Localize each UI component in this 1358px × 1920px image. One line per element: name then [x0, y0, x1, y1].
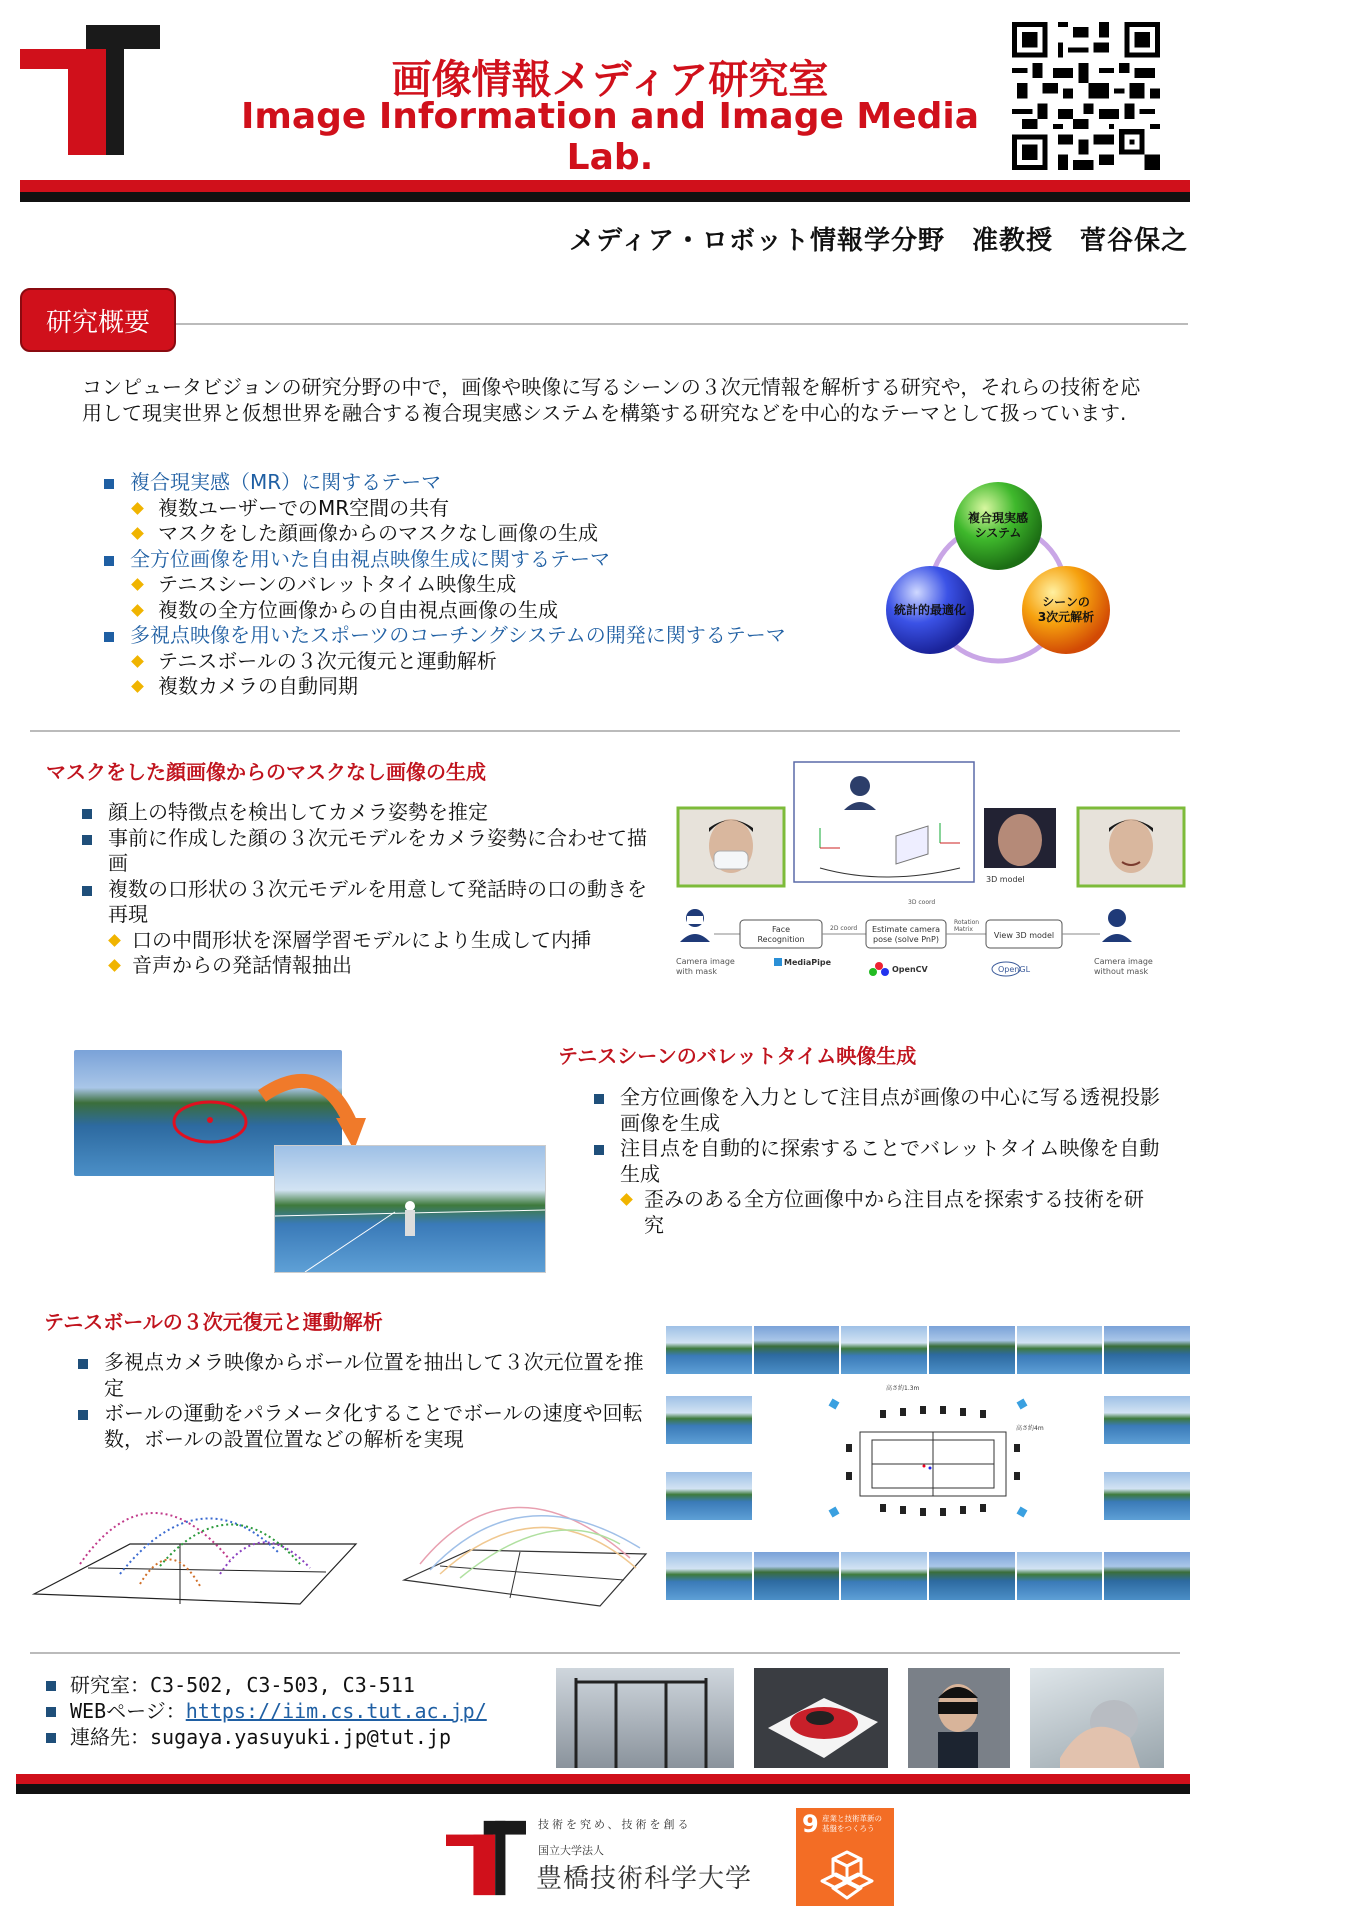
ar-car-photo — [754, 1668, 888, 1768]
opencv-logo: OpenCV — [892, 965, 928, 974]
mask-bullet: 複数の口形状の３次元モデルを用意して発話時の口の動きを再現 — [80, 877, 660, 928]
tut-logo-icon — [20, 25, 160, 155]
contact-info: 連絡先：sugaya.yasuyuki.jp@tut.jp — [44, 1724, 487, 1750]
venn-right-label: シーンの 3次元解析 — [1037, 595, 1095, 624]
camera-frames-bottom — [666, 1552, 1190, 1600]
overview-intro: コンピュータビジョンの研究分野の中で，画像や映像に写るシーンの３次元情報を解析する研究や，それらの技術を応用して現実世界と仮想世界を融合する複合現実感システムを構築する研究などを中心的なテーマとして扱っています. — [82, 375, 1141, 425]
view3d-box: View 3D model — [993, 931, 1055, 940]
topic-item: 複数ユーザーでのMR空間の共有 — [100, 496, 860, 522]
camera-frame — [1017, 1326, 1103, 1374]
room-info: 研究室：C3-502, C3-503, C3-511 — [44, 1672, 487, 1698]
lab-title-en: Image Information and Image Media Lab. — [240, 96, 980, 178]
overview-divider — [176, 323, 1188, 325]
venn-top-label: 複合現実感システム — [967, 511, 1029, 540]
camera-frames-top — [666, 1326, 1190, 1374]
university-name: 豊橋技術科学大学 — [536, 1864, 753, 1894]
ball-analysis-plot — [400, 1474, 650, 1610]
topic-omni: 全方位画像を用いた自由視点映像生成に関するテーマ — [100, 547, 860, 573]
mask-bullet: 事前に作成した顔の３次元モデルをカメラ姿勢に合わせて描画 — [80, 826, 660, 877]
cube-icon — [820, 1848, 874, 1902]
venn-left-label: 統計的最適化 — [893, 603, 967, 617]
qr-code-icon[interactable] — [1012, 22, 1160, 170]
cam-without-mask-label: Camera image without mask — [1094, 957, 1153, 976]
camera-frame — [929, 1552, 1015, 1600]
hand-object-photo — [1030, 1668, 1164, 1768]
university-motto: 技術を究め、技術を創る — [538, 1818, 692, 1831]
mask-bullet: 顔上の特徴点を検出してカメラ姿勢を推定 — [80, 800, 660, 826]
camera-frame — [841, 1552, 927, 1600]
face-recognition-box: Face Recognition — [757, 925, 805, 944]
rotation-label: Rotation Matrix — [954, 919, 980, 933]
mask-sub-bullet: 口の中間形状を深層学習モデルにより生成して内挿 — [80, 928, 660, 954]
camera-frame — [1104, 1396, 1190, 1444]
mask-section-title: マスクをした顔画像からのマスクなし画像の生成 — [46, 760, 486, 784]
header-red-rule — [20, 180, 1190, 192]
camera-geometry-box — [794, 762, 974, 882]
topic-list — [100, 470, 860, 700]
contact-info-list — [44, 1672, 487, 1750]
topic-item: テニスボールの３次元復元と運動解析 — [100, 649, 860, 675]
research-venn-diagram — [880, 478, 1120, 678]
footer-black-rule — [16, 1784, 1190, 1794]
topic-sports: 多視点映像を用いたスポーツのコーチングシステムの開発に関するテーマ — [100, 623, 860, 649]
section-divider — [30, 1652, 1180, 1654]
camera-frame — [754, 1552, 840, 1600]
camera-frame — [666, 1552, 752, 1600]
camera-layout-diagram — [820, 1380, 1046, 1530]
topic-item: 複数の全方位画像からの自由視点画像の生成 — [100, 598, 860, 624]
camera-frame — [1017, 1552, 1103, 1600]
estimate-pose-box: Estimate camera pose (solve PnP) — [871, 925, 941, 944]
footer-red-rule — [16, 1774, 1190, 1784]
mask-sub-bullet: 音声からの発話情報抽出 — [80, 953, 660, 979]
web-label: WEBページ： — [70, 1699, 186, 1723]
topic-item: 複数カメラの自動同期 — [100, 674, 860, 700]
camera-frame — [841, 1326, 927, 1374]
sdg9-text: 産業と技術革新の 基盤をつくろう — [822, 1814, 882, 1833]
mediapipe-logo: MediaPipe — [784, 958, 832, 967]
camera-frame — [666, 1472, 752, 1520]
bullet-time-section-title: テニスシーンのバレットタイム映像生成 — [558, 1044, 917, 1068]
hmd-user-photo — [908, 1668, 1010, 1768]
bullet-time-list — [592, 1085, 1162, 1238]
camera-frame — [929, 1326, 1015, 1374]
opengl-logo: OpenGL — [998, 965, 1031, 974]
section-divider — [30, 730, 1180, 732]
lab-room-photo — [556, 1668, 734, 1768]
ball-bullet-list — [76, 1350, 646, 1452]
height-label-2: 高さ約4m — [1016, 1425, 1044, 1432]
author-line: メディア・ロボット情報学分野 准教授 菅谷保之 — [569, 226, 1188, 256]
ball-bullet: ボールの運動をパラメータ化することでボールの速度や回転数，ボールの設置位置などの解析を実現 — [76, 1401, 646, 1452]
sdg9-number: 9 — [802, 1810, 819, 1838]
height-label-1: 高さ約1.3m — [886, 1385, 920, 1392]
web-link[interactable]: https://iim.cs.tut.ac.jp/ — [185, 1699, 487, 1723]
bullet-time-bullet: 注目点を自動的に探索することでバレットタイム映像を自動生成 — [592, 1136, 1162, 1187]
sdg9-badge — [796, 1808, 894, 1906]
coord3d-label: 3D coord — [908, 899, 936, 906]
mask-bullet-list — [80, 800, 660, 979]
bullet-time-bullet: 全方位画像を入力として注目点が画像の中心に写る透視投影画像を生成 — [592, 1085, 1162, 1136]
ball-trajectory-plot — [30, 1474, 360, 1610]
topic-mr: 複合現実感（MR）に関するテーマ — [100, 470, 860, 496]
bullet-time-sub-bullet: 歪みのある全方位画像中から注目点を探索する技術を研究 — [592, 1187, 1162, 1238]
cam-with-mask-label: Camera image with mask — [676, 957, 735, 976]
camera-frame — [1104, 1552, 1190, 1600]
mask-pipeline-diagram — [670, 758, 1190, 994]
perspective-image-photo — [274, 1145, 546, 1273]
coord2d-label: 2D coord — [830, 925, 858, 932]
ball-section-title: テニスボールの３次元復元と運動解析 — [44, 1310, 383, 1334]
web-info — [44, 1698, 487, 1724]
topic-item: テニスシーンのバレットタイム映像生成 — [100, 572, 860, 598]
university-prefix: 国立大学法人 — [538, 1844, 604, 1857]
overview-badge: 研究概要 — [20, 288, 176, 352]
ball-bullet: 多視点カメラ映像からボール位置を抽出して３次元位置を推定 — [76, 1350, 646, 1401]
header-black-rule — [20, 192, 1190, 202]
camera-frame — [1104, 1472, 1190, 1520]
university-logo-icon — [446, 1820, 526, 1896]
camera-frame — [666, 1396, 752, 1444]
camera-frame — [1104, 1326, 1190, 1374]
topic-item: マスクをした顔画像からのマスクなし画像の生成 — [100, 521, 860, 547]
model3d-label: 3D model — [986, 875, 1025, 884]
camera-frame — [754, 1326, 840, 1374]
camera-frame — [666, 1326, 752, 1374]
lab-title-jp: 画像情報メディア研究室 — [391, 57, 829, 103]
